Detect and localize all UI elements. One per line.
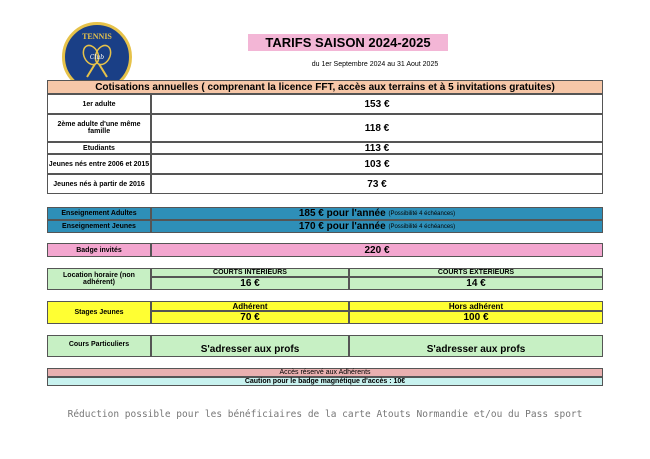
price-text: 170 € pour l'année bbox=[298, 221, 386, 232]
cours-right: S'adresser aux profs bbox=[349, 335, 603, 357]
location-label: Location horaire (non adhérent) bbox=[47, 268, 151, 290]
cours-label: Cours Particuliers bbox=[47, 335, 151, 357]
courts-interieurs-price: 16 € bbox=[151, 277, 349, 290]
season-dates: du 1er Septembre 2024 au 31 Aout 2025 bbox=[311, 61, 439, 68]
row-label: Etudiants bbox=[47, 142, 151, 154]
row-price: 73 € bbox=[151, 174, 603, 194]
enseignement-adultes-label: Enseignement Adultes bbox=[47, 207, 151, 220]
caution-note: Caution pour le badge magnétique d'accès : 10€ bbox=[47, 377, 603, 386]
courts-interieurs-header: COURTS INTERIEURS bbox=[151, 268, 349, 277]
row-label: Jeunes nés à partir de 2016 bbox=[47, 174, 151, 194]
footer-note: Réduction possible pour les bénéficiaires de la carte Atouts Normandie et/ou du Pass sport bbox=[67, 409, 583, 420]
stages-adherent-header: Adhérent bbox=[151, 301, 349, 311]
stages-label: Stages Jeunes bbox=[47, 301, 151, 324]
row-label: Jeunes nés entre 2006 et 2015 bbox=[47, 154, 151, 174]
row-price: 153 € bbox=[151, 94, 603, 114]
courts-exterieurs-header: COURTS EXTERIEURS bbox=[349, 268, 603, 277]
stages-hors-header: Hors adhérent bbox=[349, 301, 603, 311]
row-label: 1er adulte bbox=[47, 94, 151, 114]
page-title: TARIFS SAISON 2024-2025 bbox=[248, 34, 448, 51]
stages-hors-price: 100 € bbox=[349, 311, 603, 324]
logo-sub: Club bbox=[89, 54, 105, 61]
note-text: (Possibilité 4 échéances) bbox=[388, 210, 456, 217]
annual-header: Cotisations annuelles ( comprenant la licence FFT, accès aux terrains et à 5 invitations gratuites) bbox=[47, 80, 603, 94]
enseignement-jeunes-label: Enseignement Jeunes bbox=[47, 220, 151, 233]
badge-price: 220 € bbox=[151, 243, 603, 257]
row-price: 118 € bbox=[151, 114, 603, 142]
enseignement-adultes-price bbox=[151, 207, 603, 220]
courts-exterieurs-price: 14 € bbox=[349, 277, 603, 290]
logo-title: TENNIS bbox=[82, 32, 112, 41]
row-price: 113 € bbox=[151, 142, 603, 154]
acces-note: Accès réservé aux Adhérents bbox=[47, 368, 603, 377]
enseignement-jeunes-price bbox=[151, 220, 603, 233]
note-text: (Possibilité 4 échéances) bbox=[388, 223, 456, 230]
row-price: 103 € bbox=[151, 154, 603, 174]
cours-left: S'adresser aux profs bbox=[151, 335, 349, 357]
price-text: 185 € pour l'année bbox=[298, 208, 386, 219]
row-label: 2ème adulte d'une même famille bbox=[47, 114, 151, 142]
badge-label: Badge invités bbox=[47, 243, 151, 257]
stages-adherent-price: 70 € bbox=[151, 311, 349, 324]
